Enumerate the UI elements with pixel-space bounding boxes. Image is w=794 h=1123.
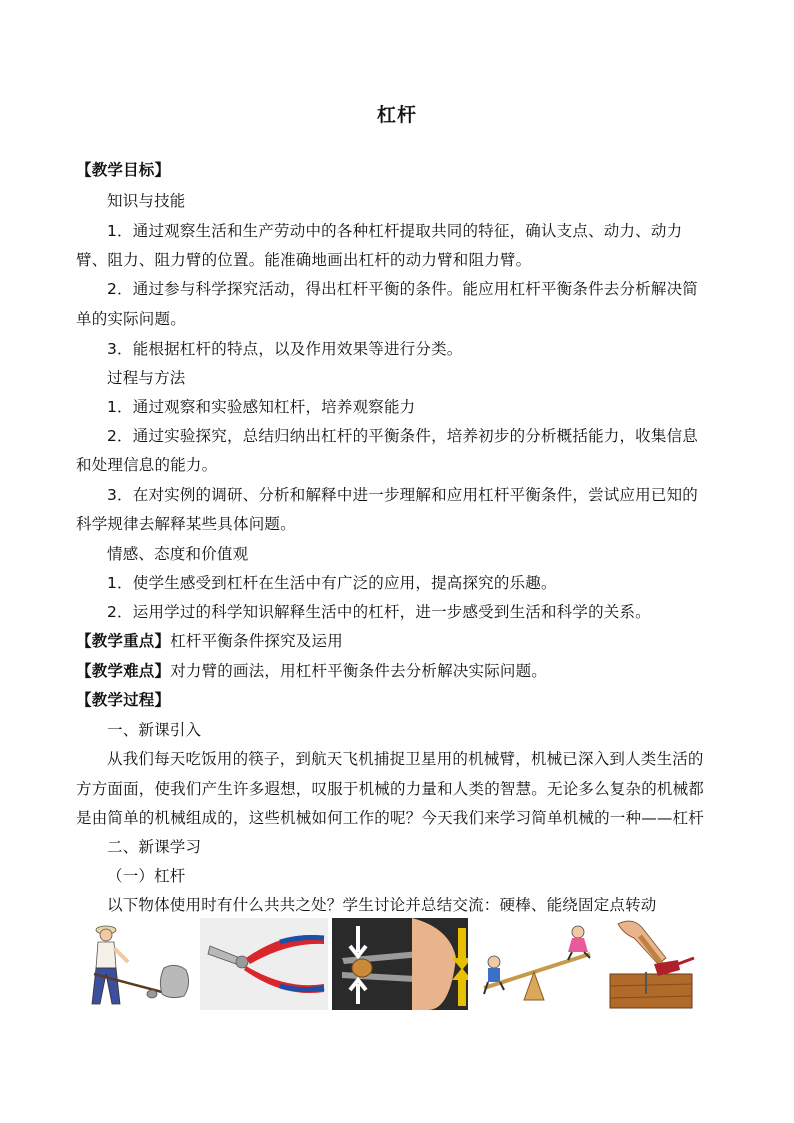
key-point-label: 【教学重点】 [76,632,171,650]
figure-man-prying-rock [86,918,194,1010]
knowledge-item-1-line-2: 臂、阻力、阻力臂的位置。能准确地画出杠杆的动力臂和阻力臂。 [76,251,532,269]
process-item-2-line-2: 和处理信息的能力。 [76,456,218,474]
process-heading: 过程与方法 [107,369,186,387]
key-point-text: 杠杆平衡条件探究及运用 [170,632,343,650]
figure-claw-hammer [604,918,698,1010]
intro-line-2: 方方面面，使我们产生许多遐想，叹服于机械的力量和人类的智慧。无论多么复杂的机械都 [76,780,705,798]
lever-subheading: （一）杠杆 [107,867,186,885]
knowledge-item-1-line-1: 1．通过观察生活和生产劳动中的各种杠杆提取共同的特征，确认支点、动力、动力 [107,222,683,240]
objectives-heading: 【教学目标】 [76,161,171,179]
knowledge-item-3: 3．能根据杠杆的特点，以及作用效果等进行分类。 [107,340,463,358]
attitude-item-2: 2．运用学过的科学知识解释生活中的杠杆，进一步感受到生活和科学的关系。 [107,603,651,621]
figure-seesaw [474,918,600,1010]
difficulty-text: 对力臂的画法，用杠杆平衡条件去分析解决实际问题。 [170,662,548,680]
figure-pliers [200,918,328,1010]
teaching-process-heading: 【教学过程】 [76,691,171,709]
figure-nutcracker [332,918,468,1010]
process-item-3-line-1: 3．在对实例的调研、分析和解释中进一步理解和应用杠杆平衡条件，尝试应用已知的 [107,486,698,504]
discussion-question: 以下物体使用时有什么共共之处？学生讨论并总结交流：硬棒、能绕固定点转动 [107,896,657,914]
key-point [76,631,716,651]
lever-examples-figures [86,918,698,1010]
intro-line-3: 是由简单的机械组成的，这些机械如何工作的呢？今天我们来学习简单机械的一种——杠杆 [76,809,705,827]
knowledge-item-2-line-2: 单的实际问题。 [76,310,186,328]
page-title: 杠杆 [376,104,417,126]
new-lesson-heading: 二、新课学习 [107,838,202,856]
difficulty-label: 【教学难点】 [76,662,171,680]
process-item-2-line-1: 2．通过实验探究，总结归纳出杠杆的平衡条件，培养初步的分析概括能力，收集信息 [107,427,698,445]
intro-heading: 一、新课引入 [107,721,202,739]
knowledge-heading: 知识与技能 [107,192,186,210]
intro-line-1: 从我们每天吃饭用的筷子，到航天飞机捕捉卫星用的机械臂，机械已深入到人类生活的 [107,750,704,768]
attitude-heading: 情感、态度和价值观 [107,545,249,563]
difficulty [76,661,716,681]
process-item-1: 1．通过观察和实验感知杠杆，培养观察能力 [107,398,416,416]
knowledge-item-2-line-1: 2．通过参与科学探究活动，得出杠杆平衡的条件。能应用杠杆平衡条件去分析解决简 [107,280,698,298]
attitude-item-1: 1．使学生感受到杠杆在生活中有广泛的应用，提高探究的乐趣。 [107,574,557,592]
process-item-3-line-2: 科学规律去解释某些具体问题。 [76,515,296,533]
